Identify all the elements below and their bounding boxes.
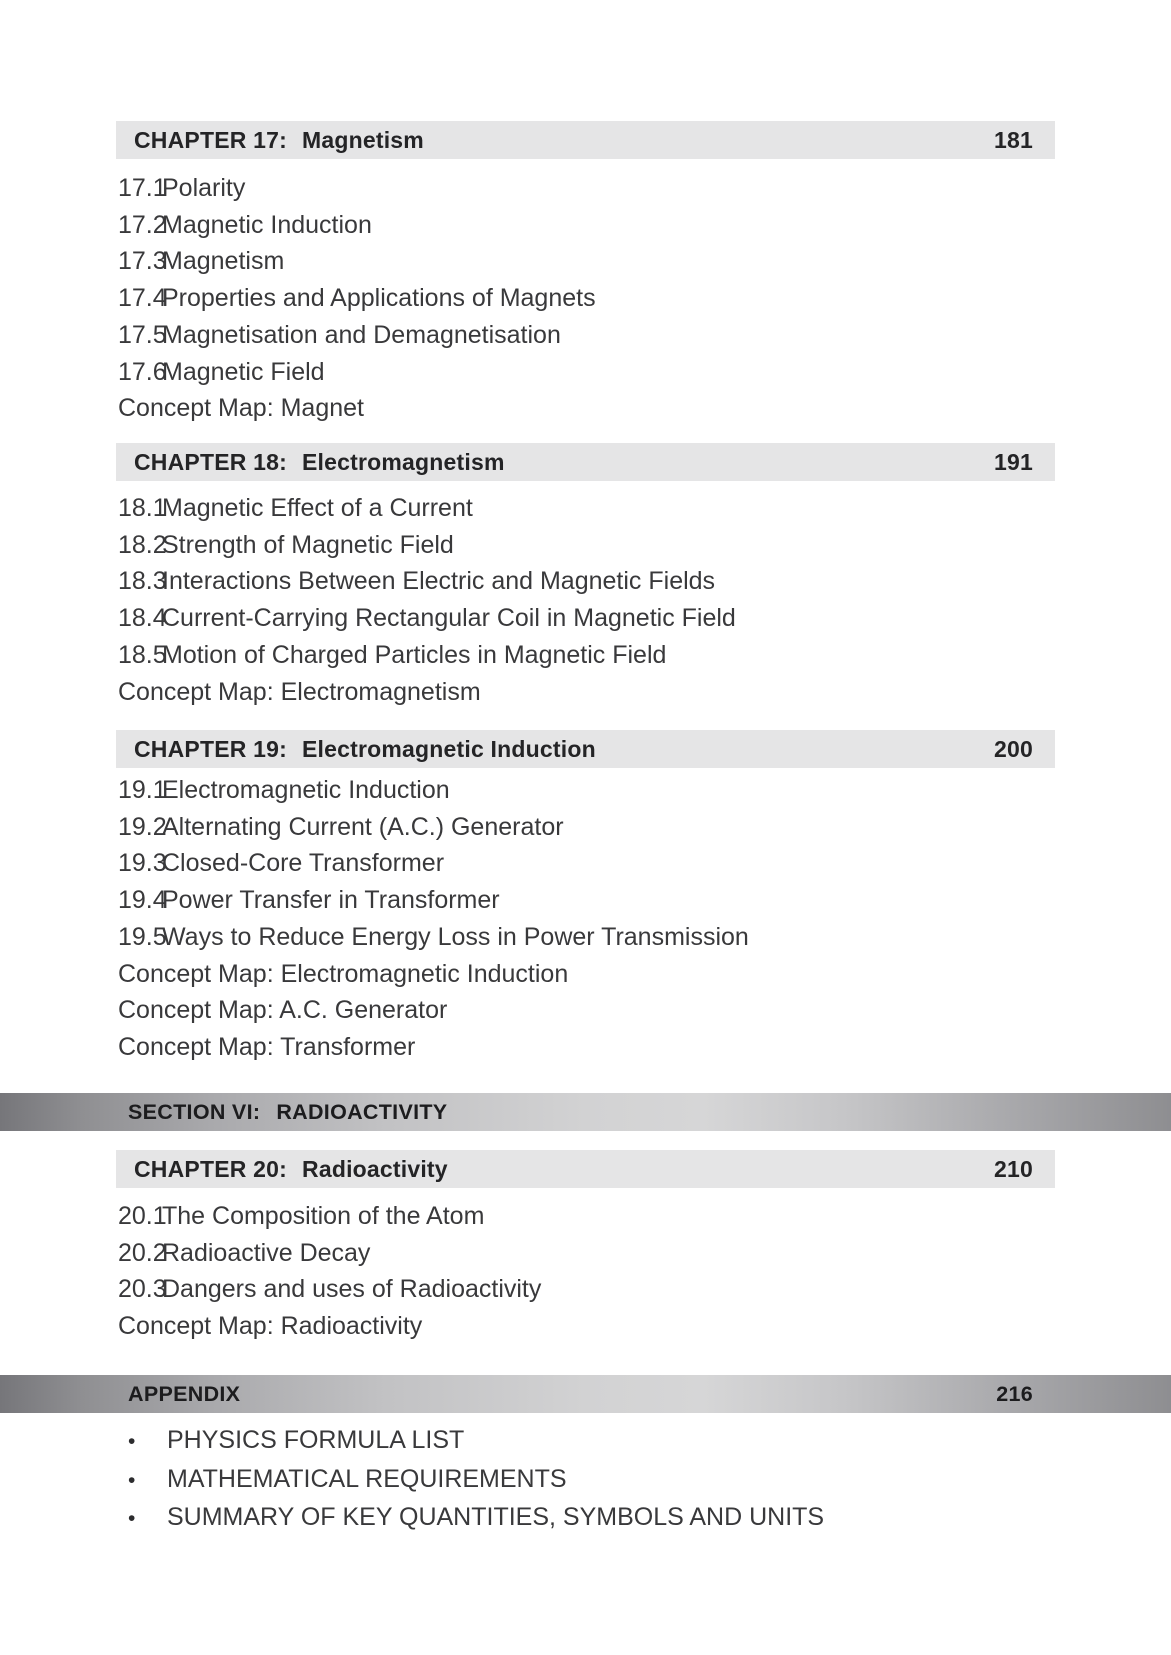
item-number: 20.3 bbox=[118, 1275, 167, 1304]
item-title: Concept Map: Radioactivity bbox=[118, 1312, 423, 1341]
item-title: Power Transfer in Transformer bbox=[162, 886, 500, 915]
appendix-items bbox=[128, 1422, 1078, 1538]
item-title: Concept Map: Magnet bbox=[118, 394, 364, 423]
item-number: 17.5 bbox=[118, 320, 167, 349]
page-number: 200 bbox=[994, 735, 1033, 762]
chapter-19-items bbox=[118, 772, 1068, 1066]
item-title: Current-Carrying Rectangular Coil in Magnetic Field bbox=[162, 604, 736, 633]
section-title: RADIOACTIVITY bbox=[276, 1099, 448, 1124]
item-number: 20.1 bbox=[118, 1202, 167, 1230]
chapter-title: Electromagnetism bbox=[302, 448, 505, 475]
item-number: 19.2 bbox=[118, 812, 167, 841]
toc-item-row bbox=[118, 1271, 1068, 1308]
chapter-label: CHAPTER 20: bbox=[134, 1155, 288, 1182]
appendix-item-row bbox=[128, 1499, 1078, 1538]
toc-item-row bbox=[118, 772, 1068, 809]
chapter-label: CHAPTER 19: bbox=[134, 735, 288, 762]
item-title: Alternating Current (A.C.) Generator bbox=[162, 812, 564, 841]
item-title: Concept Map: Electromagnetism bbox=[118, 677, 481, 706]
item-title: Dangers and uses of Radioactivity bbox=[162, 1275, 542, 1304]
toc-item-row bbox=[118, 1235, 1068, 1272]
item-title: Magnetic Effect of a Current bbox=[162, 494, 473, 522]
toc-item-row bbox=[118, 527, 1068, 564]
chapter-20-items bbox=[118, 1198, 1068, 1345]
item-title: Interactions Between Electric and Magnetic Fields bbox=[162, 567, 716, 596]
chapter-17-items bbox=[118, 170, 1068, 427]
item-number: 18.5 bbox=[118, 640, 167, 669]
chapter-19-header-bar bbox=[116, 730, 1055, 768]
appendix-item-title: SUMMARY OF KEY QUANTITIES, SYMBOLS AND UNITS bbox=[167, 1503, 825, 1532]
toc-item-row bbox=[118, 243, 1068, 280]
item-title: Closed-Core Transformer bbox=[162, 849, 445, 878]
toc-item-row bbox=[118, 490, 1068, 527]
item-title: Magnetic Induction bbox=[162, 210, 372, 239]
item-title: Strength of Magnetic Field bbox=[162, 530, 454, 559]
item-number: 18.4 bbox=[118, 604, 167, 633]
appendix-item-title: MATHEMATICAL REQUIREMENTS bbox=[167, 1464, 567, 1493]
item-number: 18.2 bbox=[118, 530, 167, 559]
item-number: 19.5 bbox=[118, 922, 167, 951]
bullet-icon: • bbox=[128, 1468, 136, 1492]
item-title: Magnetic Field bbox=[162, 357, 325, 386]
item-title: Concept Map: Transformer bbox=[118, 1032, 416, 1061]
item-title: Ways to Reduce Energy Loss in Power Transmission bbox=[162, 922, 749, 951]
toc-item-row bbox=[118, 354, 1068, 391]
page-number: 181 bbox=[994, 126, 1033, 153]
item-title: Electromagnetic Induction bbox=[162, 776, 450, 804]
item-title: Motion of Charged Particles in Magnetic Field bbox=[162, 640, 667, 669]
toc-item-row bbox=[118, 809, 1068, 846]
concept-map-row bbox=[118, 674, 1068, 711]
item-title: Radioactive Decay bbox=[162, 1238, 371, 1267]
appendix-header-bar bbox=[0, 1375, 1171, 1413]
item-title: Polarity bbox=[162, 174, 246, 202]
toc-item-row bbox=[118, 317, 1068, 354]
toc-item-row bbox=[118, 919, 1068, 956]
item-title: Concept Map: Electromagnetic Induction bbox=[118, 959, 569, 988]
toc-item-row bbox=[118, 882, 1068, 919]
toc-item-row bbox=[118, 600, 1068, 637]
item-title: Magnetisation and Demagnetisation bbox=[162, 320, 561, 349]
item-number: 19.1 bbox=[118, 776, 167, 804]
chapter-label: CHAPTER 18: bbox=[134, 448, 288, 475]
page-number: 210 bbox=[994, 1155, 1033, 1182]
appendix-item-row bbox=[128, 1422, 1078, 1461]
concept-map-row bbox=[118, 1308, 1068, 1345]
appendix-label: APPENDIX bbox=[128, 1381, 241, 1406]
appendix-item-row bbox=[128, 1461, 1078, 1500]
section-vi-header-bar bbox=[0, 1093, 1171, 1131]
toc-item-row bbox=[118, 170, 1068, 207]
chapter-title: Radioactivity bbox=[302, 1155, 448, 1182]
chapter-18-header-bar bbox=[116, 443, 1055, 481]
toc-item-row bbox=[118, 207, 1068, 244]
chapter-label: CHAPTER 17: bbox=[134, 126, 288, 153]
chapter-title: Magnetism bbox=[302, 126, 424, 153]
bullet-icon: • bbox=[128, 1430, 136, 1453]
bullet-icon: • bbox=[128, 1507, 136, 1531]
chapter-20-header-bar bbox=[116, 1150, 1055, 1188]
item-number: 17.4 bbox=[118, 284, 167, 313]
toc-item-row bbox=[118, 1198, 1068, 1235]
item-number: 20.2 bbox=[118, 1238, 167, 1267]
item-number: 17.6 bbox=[118, 357, 167, 386]
item-number: 17.3 bbox=[118, 247, 167, 276]
item-number: 18.1 bbox=[118, 494, 167, 522]
concept-map-row bbox=[118, 992, 1068, 1029]
item-title: Properties and Applications of Magnets bbox=[162, 284, 596, 313]
appendix-item-title: PHYSICS FORMULA LIST bbox=[167, 1426, 465, 1454]
concept-map-row bbox=[118, 956, 1068, 993]
item-number: 19.3 bbox=[118, 849, 167, 878]
toc-item-row bbox=[118, 637, 1068, 674]
page-number: 216 bbox=[996, 1381, 1033, 1406]
toc-item-row bbox=[118, 563, 1068, 600]
chapter-title: Electromagnetic Induction bbox=[302, 735, 596, 762]
item-title: Magnetism bbox=[162, 247, 285, 276]
page-number: 191 bbox=[994, 448, 1033, 475]
concept-map-row bbox=[118, 1029, 1068, 1066]
section-label: SECTION VI: bbox=[128, 1099, 261, 1124]
item-number: 19.4 bbox=[118, 886, 167, 915]
item-number: 17.2 bbox=[118, 210, 167, 239]
toc-item-row bbox=[118, 845, 1068, 882]
toc-item-row bbox=[118, 280, 1068, 317]
chapter-17-header-bar bbox=[116, 121, 1055, 159]
item-title: The Composition of the Atom bbox=[162, 1202, 485, 1230]
concept-map-row bbox=[118, 390, 1068, 427]
item-title: Concept Map: A.C. Generator bbox=[118, 996, 448, 1025]
item-number: 18.3 bbox=[118, 567, 167, 596]
item-number: 17.1 bbox=[118, 174, 167, 202]
chapter-18-items bbox=[118, 490, 1068, 710]
